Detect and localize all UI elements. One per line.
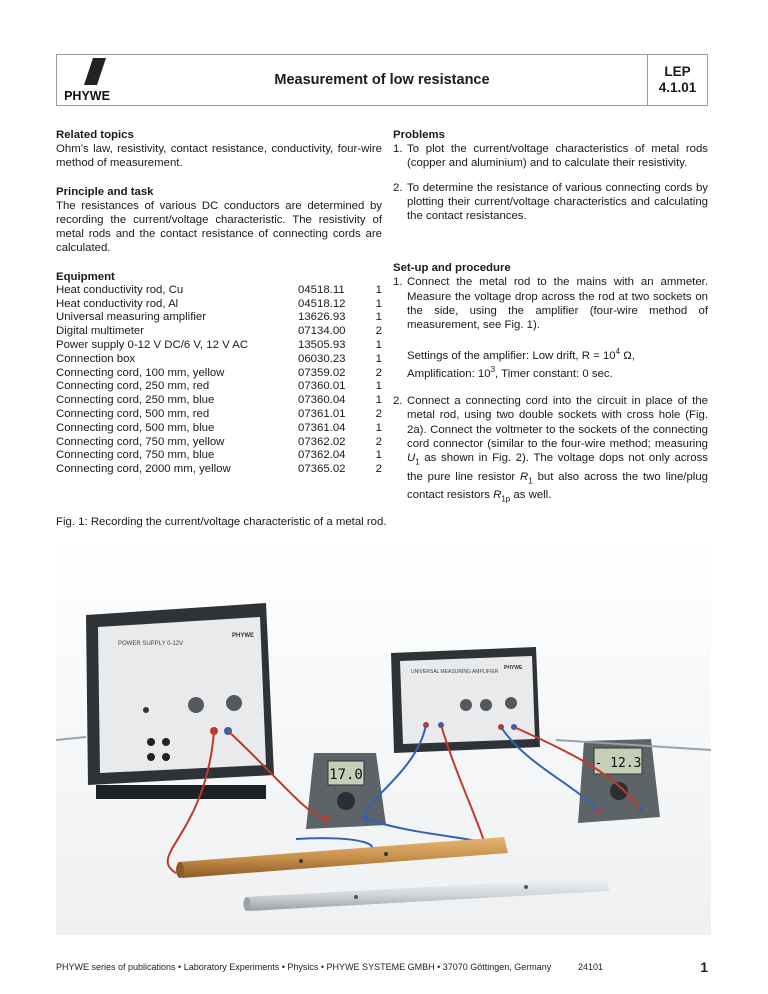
page-number: 1 [700, 959, 708, 975]
equipment-qty: 2 [375, 366, 382, 379]
equipment-row [56, 325, 382, 339]
equipment-qty: 1 [375, 297, 382, 310]
equipment-row [56, 394, 382, 408]
equipment-title: Equipment [56, 270, 115, 283]
equipment-code: 04518.11 [298, 283, 345, 296]
page-footer [56, 959, 708, 975]
related-topics-text: Ohm’s law, resistivity, contact resistance, conductivity, four-wire method of measurement. [56, 143, 382, 170]
psu-label: POWER SUPPLY 0-12V [118, 641, 184, 647]
problem-text: To determine the resistance of various connecting cords by plotting their current/voltage characteristics and calculating the contact resistances. [407, 181, 708, 223]
equipment-code: 07362.04 [298, 449, 346, 462]
problem-item-1 [393, 142, 708, 170]
multimeter-1 [306, 753, 386, 829]
meter1-display: 17.0 [329, 767, 363, 783]
equipment-row [56, 436, 382, 450]
problem-number: 1. [393, 143, 403, 156]
problem-number: 2. [393, 181, 403, 194]
settings-line-1: Settings of the amplifier: Low drift, $R = 10^4$ Ω, [407, 347, 635, 363]
amplifier-settings [393, 345, 708, 381]
equipment-table [56, 284, 382, 477]
equipment-code: 07361.01 [298, 408, 346, 420]
problem-text: To plot the current/voltage characteristics of metal rods (copper and aluminium) and to calculate their resistivity. [407, 143, 708, 170]
settings-line-2: Amplification: $10^3$, Timer constant: 0 sec. [407, 365, 613, 381]
equipment-name: Connecting cord, 2000 mm, yellow [56, 463, 231, 476]
footer-series: PHYWE series of publications • Laboratory Experiments • Physics • PHYWE SYSTEME GMBH • 37070 Göttingen, Germany [56, 962, 552, 972]
lep-number: 4.1.01 [658, 80, 697, 95]
equipment-qty: 1 [375, 421, 382, 434]
equipment-code: 07361.04 [298, 421, 346, 434]
equipment-name: Connecting cord, 500 mm, red [56, 408, 210, 420]
equipment-qty: 1 [375, 352, 382, 365]
equipment-row [56, 449, 382, 463]
equipment-name: Connection box [56, 352, 136, 365]
equipment-code: 07365.02 [298, 463, 346, 476]
setup-step-1 [393, 275, 708, 332]
setup-title: Set-up and procedure [393, 262, 511, 275]
equipment-name: Connecting cord, 250 mm, red [56, 380, 210, 393]
related-topics-title: Related topics [56, 129, 134, 141]
step-number: 2. [393, 395, 403, 408]
equipment-qty: 2 [375, 463, 382, 476]
equipment-code: 07360.01 [298, 380, 346, 393]
step-number: 1. [393, 276, 403, 289]
page-title: Measurement of low resistance [274, 72, 490, 88]
equipment-name: Power supply 0-12 V DC/6 V, 12 V AC [56, 339, 249, 352]
meter2-display: - 12.3 [594, 756, 642, 771]
problems-title: Problems [393, 129, 445, 141]
logo-text: PHYWE [64, 89, 110, 103]
equipment-name: Connecting cord, 500 mm, blue [56, 421, 215, 434]
lep-label: LEP [664, 64, 691, 79]
equipment-code: 06030.23 [298, 352, 346, 365]
equipment-row [56, 284, 382, 298]
amp-brand: PHYWE [504, 665, 523, 671]
equipment-code: 04518.12 [298, 297, 346, 310]
problem-item-2 [393, 181, 708, 224]
equipment-name: Digital multimeter [56, 325, 144, 338]
equipment-name: Connecting cord, 750 mm, blue [56, 449, 215, 462]
equipment-name: Connecting cord, 750 mm, yellow [56, 435, 225, 448]
equipment-row [56, 311, 382, 325]
equipment-qty: 1 [375, 394, 382, 407]
equipment-row [56, 380, 382, 394]
principle-text: The resistances of various DC conductors are determined by recording the current/voltage characteristic. The resistivity of metal rods and the contact resistance of connecting cords are calculated. [56, 199, 382, 255]
equipment-code: 07134.00 [298, 325, 346, 338]
equipment-qty: 1 [375, 311, 382, 324]
equipment-row [56, 339, 382, 353]
right-column [393, 128, 708, 507]
equipment-code: 13505.93 [298, 339, 346, 352]
equipment-qty: 1 [375, 339, 382, 352]
equipment-row [56, 408, 382, 422]
figure-caption: Fig. 1: Recording the current/voltage characteristic of a metal rod. [56, 516, 387, 528]
step-text: Connect a connecting cord into the circuit in place of the metal rod, using two double sockets with cross hole (Fig. 2a). Connect the voltmeter to the sockets of the connecting cord connector (similar to the four-wire method; measuring $U_1$ as shown in Fig. 2). The voltage dops not only across the pure line resistor $R_1$ but also across the two line/plug contact resistors $R_{1p}$ as well. [407, 395, 708, 504]
equipment-name: Heat conductivity rod, Cu [56, 283, 184, 296]
equipment-row [56, 463, 382, 477]
equipment-name: Universal measuring amplifier [56, 311, 207, 324]
page-header [56, 54, 708, 106]
equipment-code: 07359.02 [298, 366, 346, 379]
equipment-code: 07362.02 [298, 435, 346, 448]
experiment-photo [56, 535, 711, 935]
equipment-row [56, 353, 382, 367]
measuring-amplifier [391, 647, 540, 753]
equipment-code: 07360.04 [298, 394, 346, 407]
equipment-code: 13626.93 [298, 311, 346, 324]
equipment-qty: 2 [375, 325, 382, 338]
equipment-qty: 1 [375, 283, 382, 296]
publication-number: 24101 [578, 962, 604, 972]
step-text: Connect the metal rod to the mains with an ammeter. Measure the voltage drop across the rod at two sockets on the side, using the amplifier (four-wire method of measurement, see Fig. 1). [407, 276, 708, 332]
equipment-qty: 2 [375, 408, 382, 420]
equipment-qty: 1 [375, 380, 382, 393]
power-supply [86, 603, 274, 799]
amp-label: UNIVERSAL MEASURING AMPLIFIER [411, 669, 499, 675]
equipment-name: Heat conductivity rod, Al [56, 297, 179, 310]
lep-badge [647, 55, 707, 105]
principle-title: Principle and task [56, 185, 154, 198]
equipment-name: Connecting cord, 100 mm, yellow [56, 366, 225, 379]
left-column [56, 128, 382, 477]
equipment-row [56, 298, 382, 312]
setup-step-2 [393, 394, 708, 506]
equipment-row [56, 367, 382, 381]
equipment-qty: 1 [375, 449, 382, 462]
equipment-qty: 2 [375, 435, 382, 448]
equipment-row [56, 422, 382, 436]
multimeter-2 [578, 739, 660, 823]
phywe-logo [57, 55, 117, 105]
equipment-name: Connecting cord, 250 mm, blue [56, 394, 215, 407]
psu-brand: PHYWE [232, 633, 255, 639]
